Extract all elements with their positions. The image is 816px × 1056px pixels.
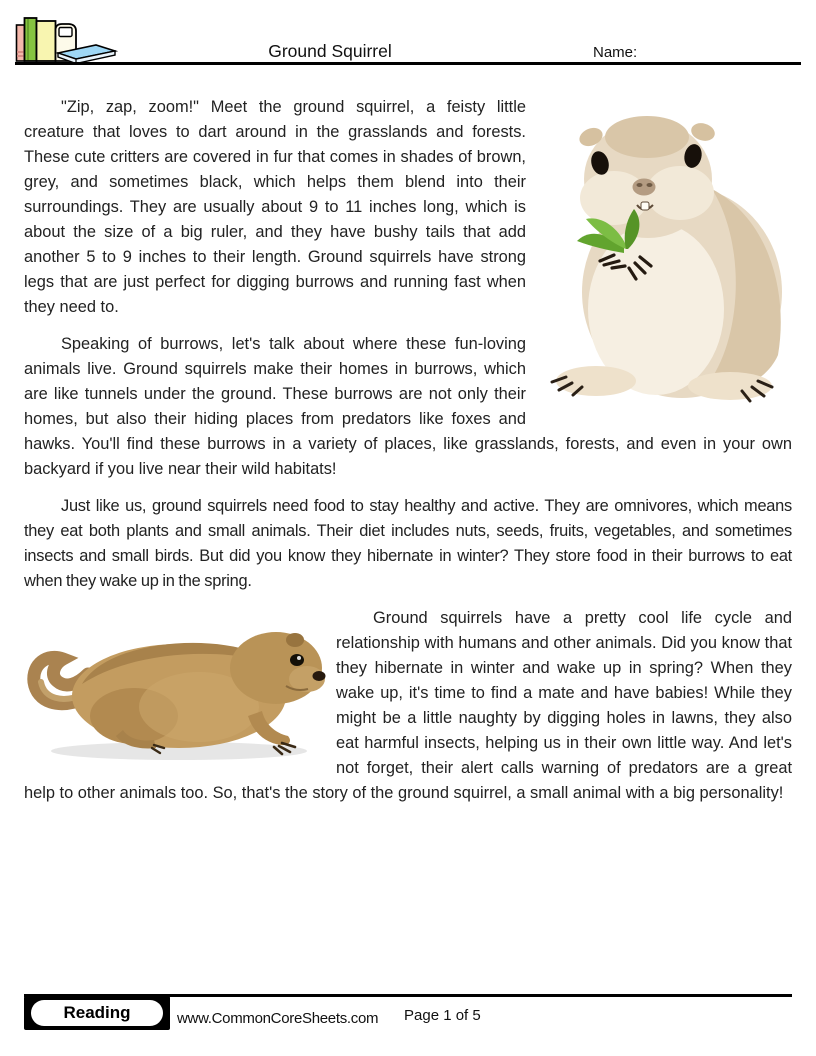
header-divider [15,62,801,65]
reading-badge-label: Reading [31,1000,163,1026]
page-number: Page 1 of 5 [404,1007,481,1024]
reading-badge [24,996,170,1030]
page-title: Ground Squirrel [268,41,392,61]
name-label: Name: [593,44,638,61]
paragraph-1: "Zip, zap, zoom!" Meet the ground squirrel, a feisty little creature that loves to dart around in the grasslands and forests. These cute critters are covered in fur that comes in shades of brown, grey, and sometimes black, which helps them blend into their surroundings. They are usually about 9 to 11 inches long, which is about the size of a big ruler, and they have bushy tails that add another 5 to 9 inches to their length. Ground squirrels have strong legs that are just perfect for digging burrows and running fast when they need to. [24,98,526,316]
paragraph-3: Just like us, ground squirrels need food to stay healthy and active. They are omnivores, which means they eat both plants and small animals. Their diet includes nuts, seeds, fruits, vegetables, and sometimes insects and small birds. But did you know they hibernate in winter? They store food in their burrows to eat when they wake up in the spring. [24,497,792,590]
reading-passage [24,95,792,818]
books-logo-icon [14,8,118,69]
website-text: www.CommonCoreSheets.com [177,1010,379,1027]
squirrel-standing-image [544,97,792,403]
paragraph-4: Ground squirrels have a pretty cool life cycle and relationship with humans and other animals. Did you know that they hibernate in winter and wake up in spring? When they wake up, it's time to find a mate and have babies! While they might be a little naughty by digging holes in lawns, they also eat harmful insects, helping us in their own little way. And let's not forget, their alert calls warning of predators are a great help to other animals too. So, that's the story of the ground squirrel, a small animal with a big personality! [24,609,792,802]
squirrel-profile-image [24,612,326,766]
paragraph-2: Speaking of burrows, let's talk about where these fun-loving animals live. Ground squirrels make their homes in burrows, which are like tunnels under the ground. These burrows are not only their homes, but also their hiding places from predators like foxes and hawks. You'll find these burrows in a variety of places, like grasslands, forests, and even in your own backyard if you live near their wild habitats! [24,335,792,478]
